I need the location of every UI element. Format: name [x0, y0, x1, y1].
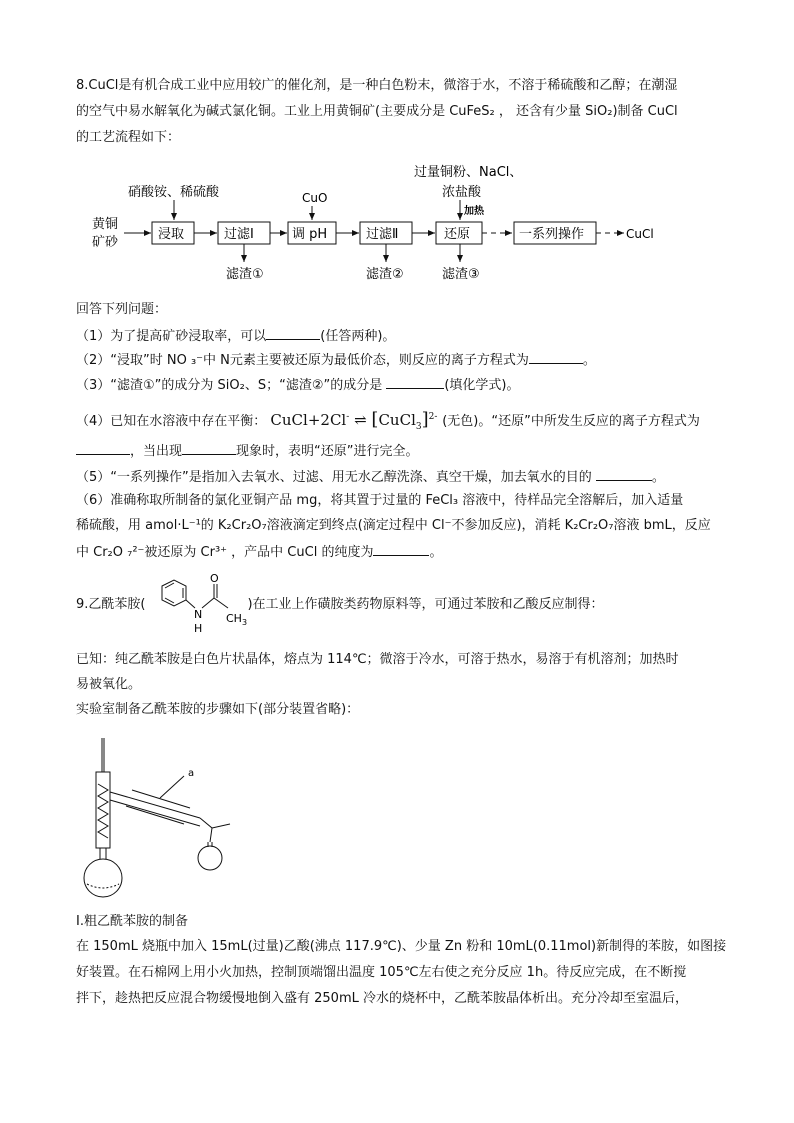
answer-blank-4b[interactable] [182, 440, 236, 455]
equation-charge: - [346, 412, 350, 422]
q8-item-1-text: （1）为了提高矿砂浸取率，可以 [76, 329, 267, 344]
q9-lab-intro: 实验室制备乙酰苯胺的步骤如下(部分装置省略)： [76, 702, 360, 717]
raw-material-label-1: 黄铜 [92, 217, 119, 232]
answer-blank-5[interactable] [596, 466, 652, 481]
complex-charge: 2- [428, 412, 438, 422]
struct-nitrogen: N [194, 608, 203, 621]
q8-item-2 [76, 349, 596, 371]
q8-item-5 [76, 466, 665, 488]
q8-intro-line-3: 的工艺流程如下： [76, 130, 181, 145]
residue-1: 滤渣① [226, 267, 264, 282]
q8-item-4 [76, 407, 700, 437]
answer-blank-4a[interactable] [76, 440, 130, 455]
q8-intro-line-2: 的空气中易水解氧化为碱式氯化铜。工业上用黄铜矿(主要成分是 CuFeS₂ ， 还含有少量 SiO₂)制备 CuCl [76, 104, 678, 119]
q8-item-4-text: （4）已知在水溶液中存在平衡： [76, 414, 267, 429]
step-filter1: 过滤Ⅰ [224, 227, 254, 242]
struct-oxygen: O [210, 572, 219, 585]
q9-title-prefix: 9.乙酰苯胺( [76, 597, 146, 612]
step-filter2: 过滤Ⅱ [366, 227, 399, 242]
equation-right: CuCl [378, 411, 416, 429]
answer-blank-3[interactable] [386, 374, 444, 389]
q8-item-2-suffix: 。 [582, 353, 596, 368]
q8-item-6-text: 中 Cr₂O ₇²⁻被还原为 Cr³⁺ ，产品中 CuCl 的纯度为 [76, 545, 374, 560]
q8-item-3-text: （3）“滤渣①”的成分为 SiO₂、S；“滤渣②”的成分是 [76, 378, 387, 393]
q8-item-1-suffix: (任答两种)。 [320, 329, 396, 344]
answer-prompt: 回答下列问题： [76, 302, 168, 317]
q8-item-5-text: （5）“一系列操作”是指加入去氧水、过滤、用无水乙醇洗涤、真空干燥，加去氧水的目的 [76, 470, 596, 485]
step-series-ops: 一系列操作 [519, 227, 585, 242]
q9-known-line-1: 已知：纯乙酰苯胺是白色片状晶体，熔点为 114℃；微溶于冷水，可溶于热水，易溶于有机溶剂；加热时 [76, 652, 679, 667]
q8-item-1 [76, 325, 395, 347]
apparatus-diagram [76, 732, 246, 902]
product-label: CuCl [626, 227, 654, 241]
equation-left: CuCl+2Cl [270, 411, 347, 429]
residue-2: 滤渣② [366, 267, 404, 282]
q8-item-2-text: （2）“浸取”时 NO ₃⁻中 N元素主要被还原为最低价态，则反应的离子方程式为 [76, 353, 529, 368]
q9-section-1-title: Ⅰ.粗乙酰苯胺的制备 [76, 914, 188, 929]
q8-item-4-mid: ，当出现 [130, 444, 183, 459]
q8-item-6-line1: （6）准确称取所制备的氯化亚铜产品 mg，将其置于过量的 FeCl₃ 溶液中，待样品完全溶解后，加入适量 [76, 493, 684, 508]
q8-item-4-suffix: (无色)。“还原”中所发生反应的离子方程式为 [442, 414, 700, 429]
q9-known-line-2: 易被氧化。 [76, 677, 142, 692]
q9-body-line-1: 在 150mL 烧瓶中加入 15mL(过量)乙酸(沸点 117.9℃)、少量 Zn 粉和 10mL(0.11mol)新制得的苯胺，如图接 [76, 939, 727, 954]
heat-label: 加热 [464, 206, 484, 217]
apparatus-label-a: a [188, 768, 195, 779]
step-leach: 浸取 [158, 227, 185, 242]
q8-item-6-line3 [76, 541, 442, 563]
q8-item-6-suffix: 。 [429, 545, 443, 560]
step-adjust-ph: 调 pH [292, 227, 328, 242]
answer-blank-1[interactable] [266, 325, 320, 340]
q8-item-6-line2: 稀硫酸，用 amol·L⁻¹的 K₂Cr₂O₇溶液滴定到终点(滴定过程中 Cl⁻不参加反应)，消耗 K₂Cr₂O₇溶液 bmL，反应 [76, 518, 711, 533]
leach-reagent-label: 硝酸铵、稀硫酸 [128, 185, 220, 200]
q8-item-4-line2 [76, 440, 419, 462]
q9-body-line-2: 好装置。在石棉网上用小火加热，控制顶端馏出温度 105℃左右使之充分反应 1h。待反应完成，在不断搅 [76, 965, 687, 980]
q8-item-3 [76, 374, 520, 396]
reduce-reagent-label-1: 过量铜粉、NaCl、 [414, 165, 523, 180]
struct-methyl: $CH_3$ [226, 612, 248, 627]
equilibrium-arrow-icon: ⇌ [354, 411, 367, 429]
answer-blank-6[interactable] [373, 541, 429, 556]
q8-intro-line-1: 8.CuCl是有机合成工业中应用较广的催化剂，是一种白色粉末，微溶于水，不溶于稀硫酸和乙醇；在潮湿 [76, 78, 678, 93]
residue-3: 滤渣③ [442, 267, 480, 282]
equilibrium-equation: CuCl+2Cl- ⇌ [CuCl$_3$]$^{2-}$ [270, 409, 438, 432]
acetanilide-structure [148, 572, 252, 638]
q8-item-3-suffix: (填化学式)。 [444, 378, 520, 393]
raw-material-label-2: 矿砂 [92, 235, 119, 250]
q8-item-4-end: 现象时，表明“还原”进行完全。 [236, 444, 419, 459]
equation-subscript: 3 [415, 422, 422, 432]
reduce-reagent-label-2: 浓盐酸 [442, 185, 482, 200]
q8-item-5-suffix: 。 [651, 470, 665, 485]
q9-body-line-3: 拌下，趁热把反应混合物缓慢地倒入盛有 250mL 冷水的烧杯中，乙酰苯胺晶体析出。充分冷却至室温后， [76, 991, 688, 1006]
process-flow-diagram [76, 158, 716, 286]
ph-reagent-label: CuO [302, 191, 328, 205]
q9-title-suffix: )在工业上作磺胺类药物原料等，可通过苯胺和乙酸反应制得： [247, 597, 604, 612]
step-reduce: 还原 [444, 227, 471, 242]
struct-hydrogen: H [194, 622, 203, 635]
answer-blank-2[interactable] [529, 349, 583, 364]
